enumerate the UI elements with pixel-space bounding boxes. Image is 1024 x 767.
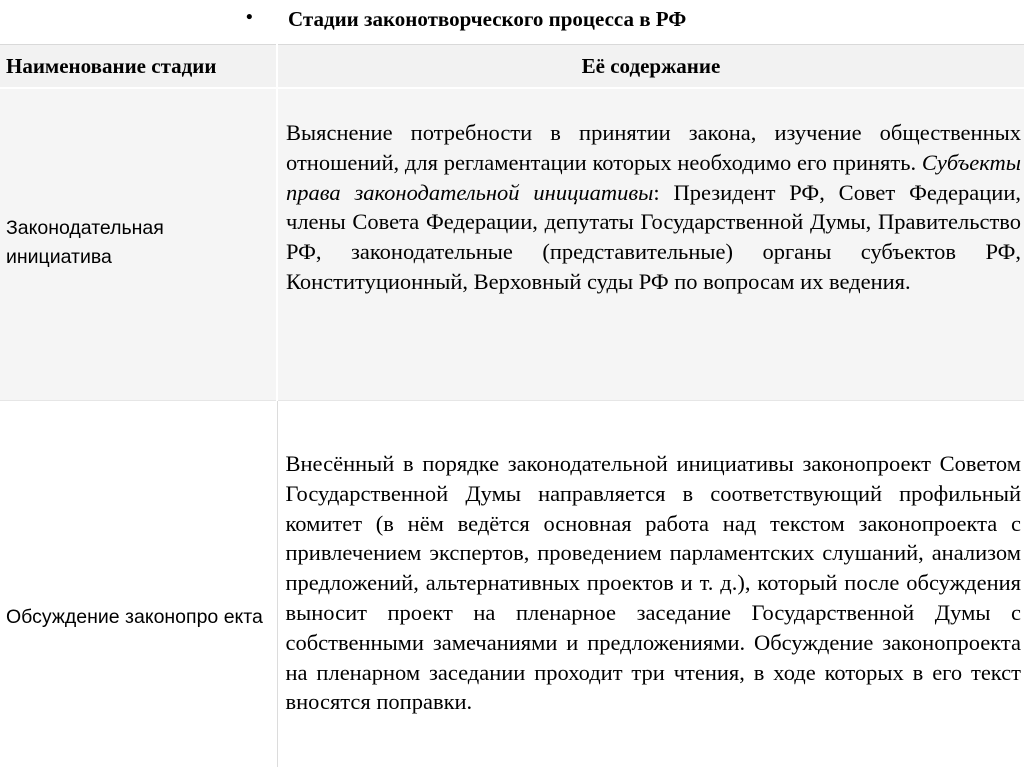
stage-name-cell: Законодательная инициатива (0, 88, 277, 401)
table-row (0, 88, 1024, 401)
slide-title (0, 0, 1024, 40)
content-text: Выяснение потребности в принятии закона, изучение общественных отношений, для регламентации которых необходимо его принять. (286, 120, 1021, 175)
content-italic-text: Субъекты права законодательной инициативы (286, 149, 1021, 205)
stages-table (0, 44, 1024, 767)
header-stage-name: Наименование стадии (0, 45, 277, 89)
stage-content-cell (277, 88, 1024, 401)
stage-content-cell: Внесённый в порядке законодательной инициативы законопроект Советом Государственной Думы направляется в соответствующий профильный комитет (в нём ведётся основная работа над текстом законопроекта с привлечением экспертов, проведением парламентских слушаний, анализом предложений, альтернативных проектов и т. д.), который после обсуждения выносит проект на пленарное заседание Государственной Думы с собственными замечаниями и предложениями. Обсуждение законопроекта на пленарном заседании проходит три чтения, в ходе которых в его текст вносятся поправки. (277, 401, 1024, 767)
stage-name-cell: Обсуждение законопро екта (0, 401, 277, 767)
bullet-icon: • (246, 7, 253, 28)
table-header-row (0, 45, 1024, 89)
slide-title-text: Стадии законотворческого процесса в РФ (288, 7, 687, 31)
table-row (0, 401, 1024, 767)
header-stage-content: Её содержание (277, 45, 1024, 89)
content-text: : Президент РФ, Совет Федерации, члены Совета Федерации, депутаты Государственной Думы, Правительство РФ, законодательные (представительные) органы субъектов РФ, Конституционный, Верховный суды РФ по вопросам их ведения. (286, 179, 1021, 294)
